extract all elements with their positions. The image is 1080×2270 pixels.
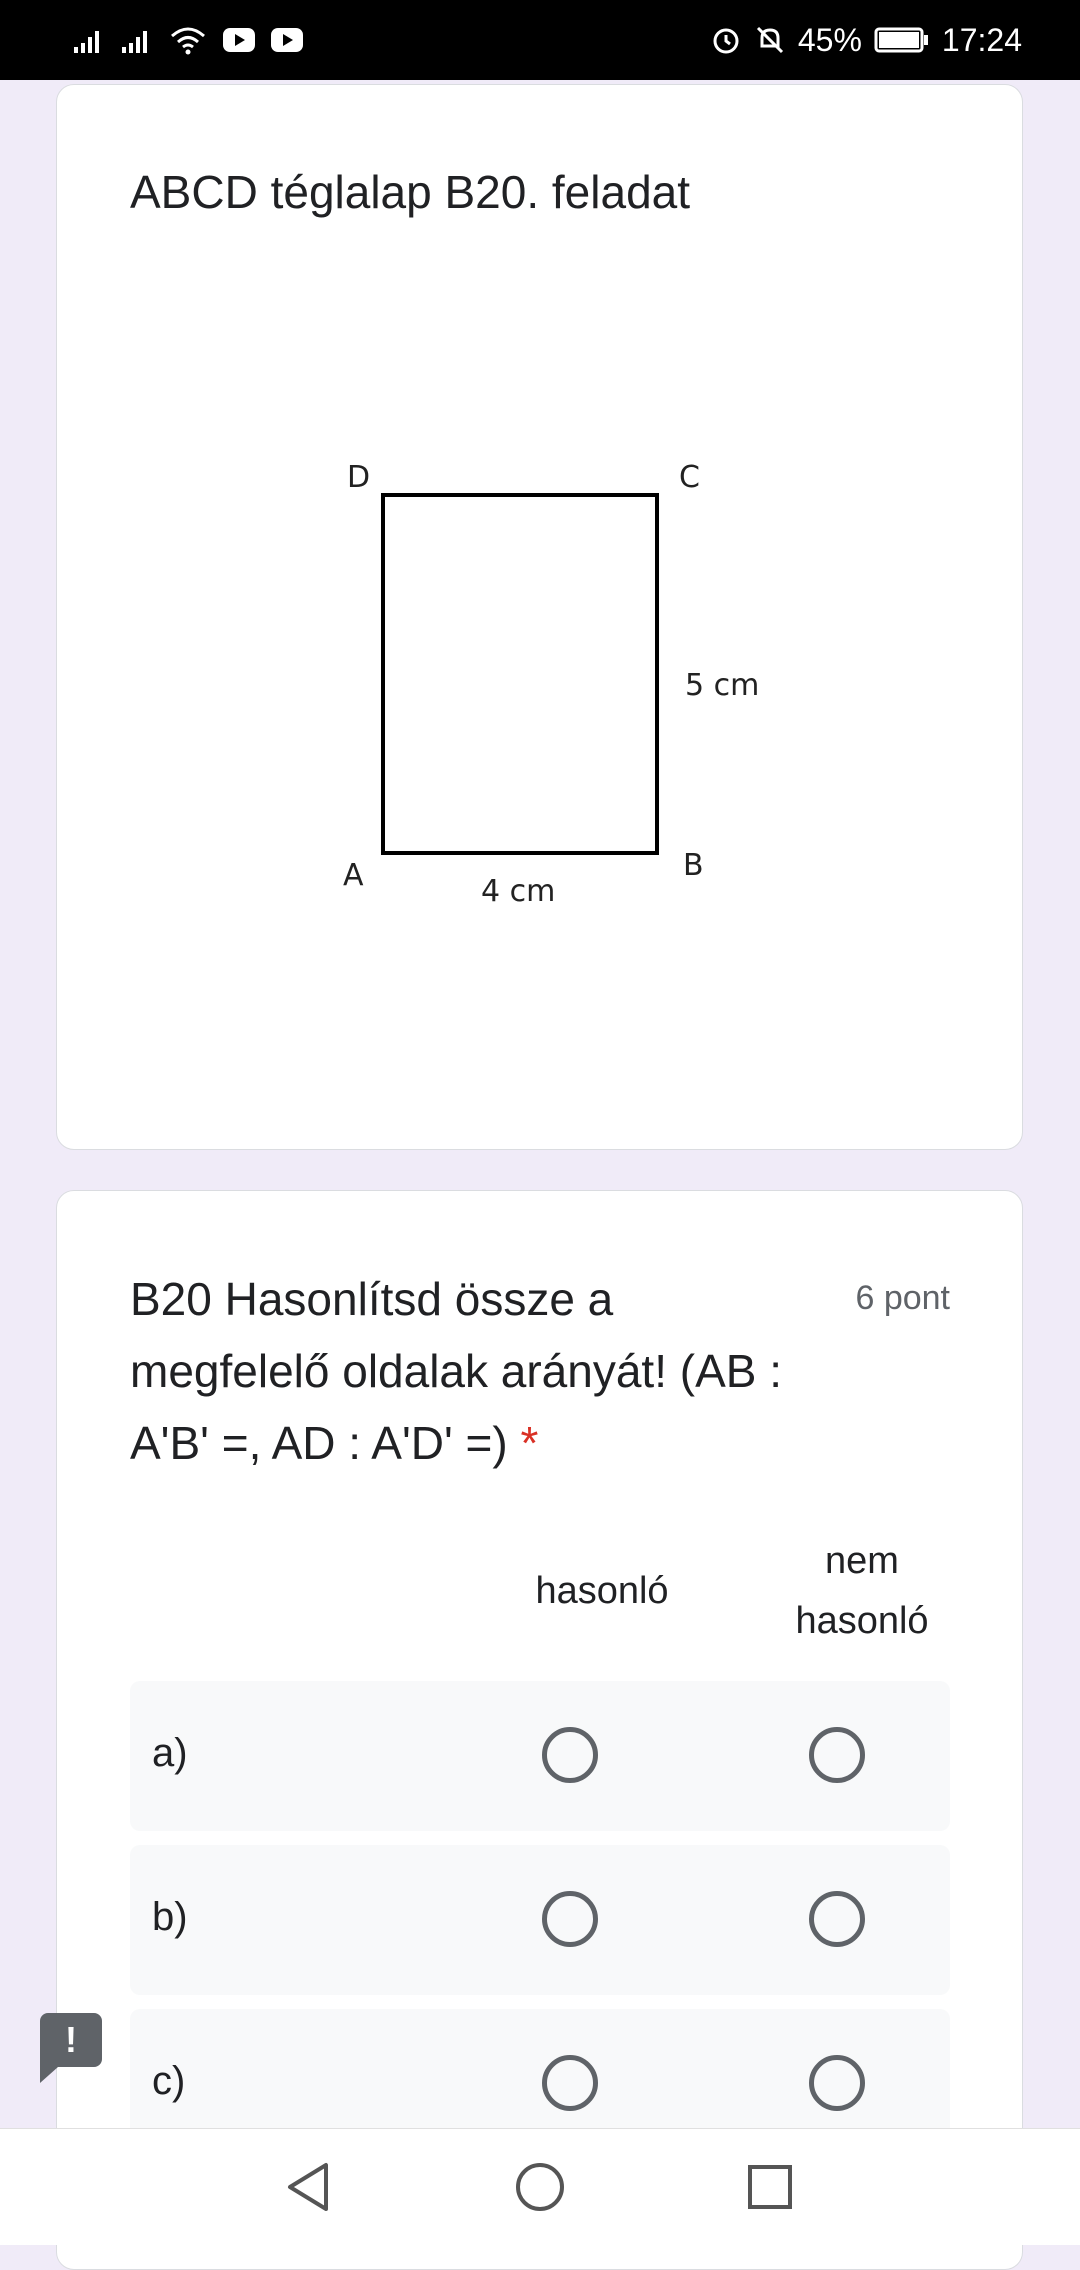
clock: 17:24 xyxy=(941,21,1022,58)
recents-icon[interactable] xyxy=(740,2157,800,2217)
column-header-hasonlo: hasonló xyxy=(535,1570,669,1612)
side-bottom-label: 4 cm xyxy=(481,874,556,909)
required-mark: * xyxy=(520,1417,539,1469)
signal-icon xyxy=(120,25,154,55)
radio-b-hasonlo[interactable] xyxy=(542,1891,598,1947)
vertex-c-label: C xyxy=(679,460,700,495)
card-title: ABCD téglalap B20. feladat xyxy=(130,166,691,218)
battery-icon xyxy=(874,26,930,54)
radio-a-hasonlo[interactable] xyxy=(542,1727,598,1783)
grid-row-b xyxy=(130,1845,950,1995)
youtube-icon xyxy=(222,27,256,53)
row-label: a) xyxy=(152,1731,188,1775)
status-bar xyxy=(0,0,1080,80)
question-card xyxy=(56,1190,1023,2270)
grid-row-a xyxy=(130,1681,950,1831)
radio-c-nem-hasonlo[interactable] xyxy=(809,2055,865,2111)
report-feedback-button[interactable]: ! xyxy=(40,2013,102,2067)
radio-c-hasonlo[interactable] xyxy=(542,2055,598,2111)
rectangle-shape xyxy=(383,495,657,853)
status-right xyxy=(710,20,1022,60)
signal-icon xyxy=(72,25,106,55)
radio-a-nem-hasonlo[interactable] xyxy=(809,1727,865,1783)
question-text: B20 Hasonlítsd össze a megfelelő oldalak arányát! (AB : A'B' =, AD : A'D' =) xyxy=(130,1273,783,1469)
question-title xyxy=(130,1263,810,1479)
row-label: b) xyxy=(152,1895,188,1939)
column-header-line: hasonló xyxy=(795,1600,929,1642)
home-icon[interactable] xyxy=(510,2157,570,2217)
image-card xyxy=(56,84,1023,1150)
column-header-line: nem xyxy=(825,1540,899,1582)
wifi-icon xyxy=(168,24,208,56)
youtube-icon xyxy=(270,27,304,53)
radio-b-nem-hasonlo[interactable] xyxy=(809,1891,865,1947)
mute-icon xyxy=(754,24,786,56)
vertex-d-label: D xyxy=(347,460,371,495)
side-right-label: 5 cm xyxy=(685,668,760,703)
back-icon[interactable] xyxy=(280,2157,340,2217)
alarm-icon xyxy=(710,24,742,56)
navigation-bar xyxy=(0,2128,1080,2245)
points-label: 6 pont xyxy=(855,1279,950,1317)
vertex-b-label: B xyxy=(683,848,704,883)
column-header-nem-hasonlo xyxy=(712,1531,1012,1651)
battery-percent: 45% xyxy=(797,21,862,58)
vertex-a-label: A xyxy=(343,858,364,893)
rectangle-figure xyxy=(257,355,777,1095)
row-label: c) xyxy=(152,2059,186,2103)
status-left-icons xyxy=(72,20,304,60)
